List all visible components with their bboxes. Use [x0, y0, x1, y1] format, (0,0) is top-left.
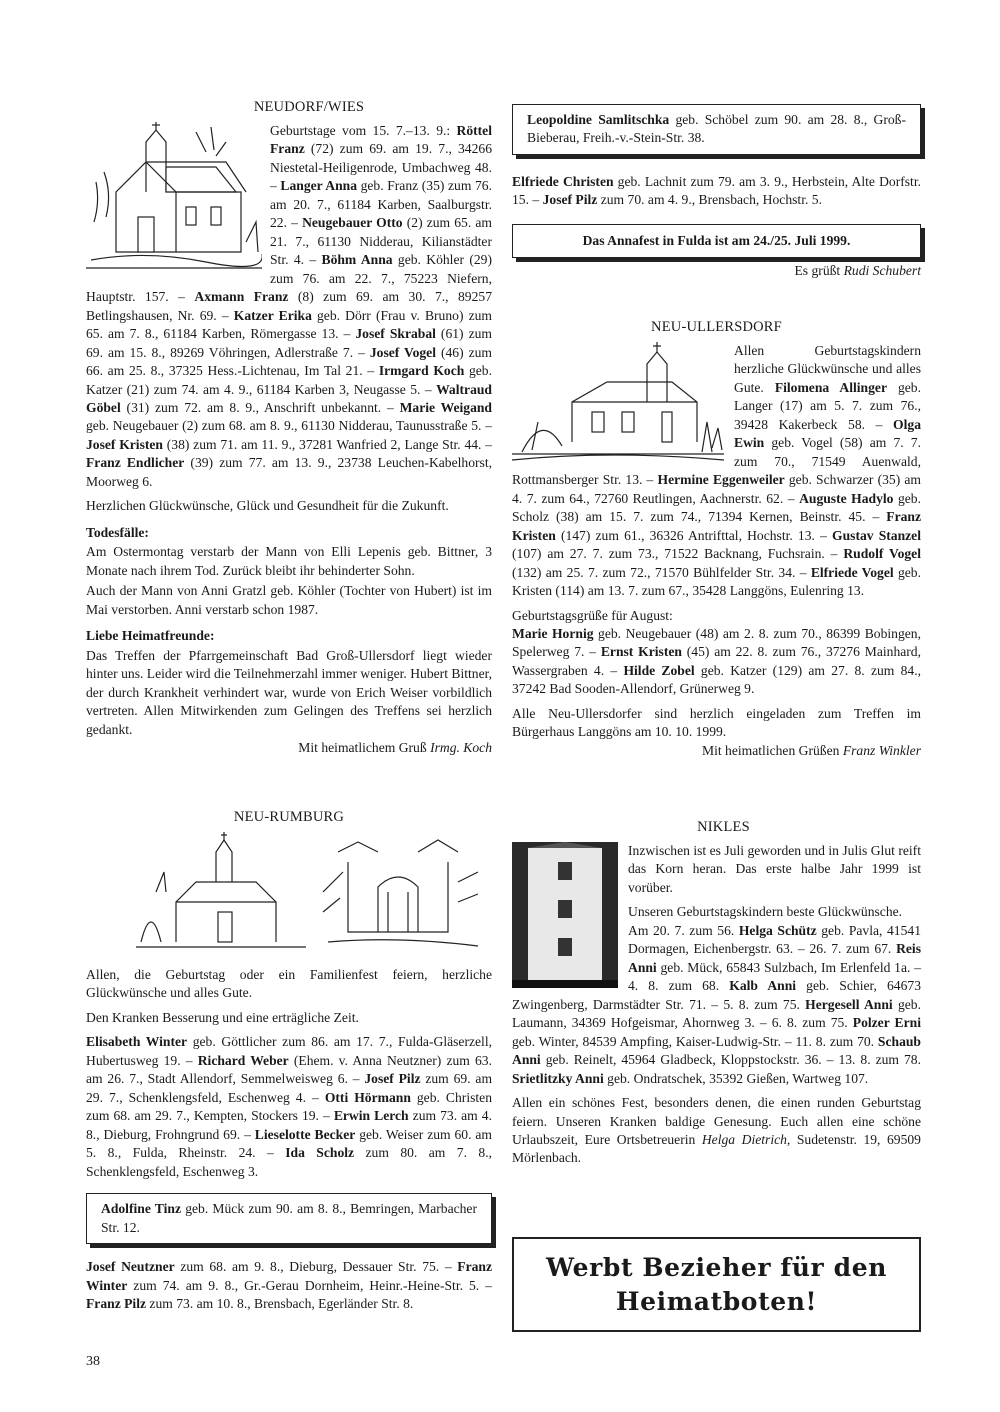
signature-name: Rudi Schubert — [843, 263, 921, 279]
person-name: Ida Scholz — [285, 1145, 355, 1161]
person-name: Lieselotte Becker — [254, 1126, 356, 1142]
rumburg-birthdays: Elisabeth Winter geb. Göttlicher zum 86. am 17. 7., Fulda-Gläserzell, Hubertusweg 19. – Richard Weber (Ehem. v. Anna Neutzner) zum 63. am 26. 7., Stadt Allendorf, Semmelweisweg 6. – Josef Pilz zum 69. am 29. 7., Schenklengsfeld, Eschenweg 4. – Otti Hörmann geb. Christen zum 68. am 29. 7., Kempten, Stockers 19. – Erwin Lerch zum 73. am 4. 8., Dieburg, Frohngrund 69. – Lieselotte Becker geb. Weiser zum 60. am 5. 8., Fulda, Rheinstr. 24. – Ida Scholz zum 80. am 7. 8., Schenklengsfeld, Eschenweg 3. — [86, 1034, 493, 1179]
rumburg-birthdays-2: Josef Neutzner zum 68. am 9. 8., Dieburg, Dessauer Str. 75. – Franz Winter zum 74. am 9. 8., Gr.-Gerau Dornheim, Heinr.-Heine-Str. 5. – Franz Pilz zum 73. am 10. 8., Brensbach, Egerländer Str. 8. — [86, 1259, 492, 1311]
person-name: Otti Hörmann — [324, 1089, 411, 1105]
person-name: Franz Pilz — [86, 1295, 147, 1311]
person-name: Olga Ewin — [734, 416, 921, 451]
neudorf-wishes: Herzlichen Glückwünsche, Glück und Gesundheit für die Zukunft. — [86, 498, 449, 514]
signature-name: Irmg. Koch — [430, 740, 492, 756]
section-top-right — [512, 104, 921, 281]
august-heading: Geburtstagsgrüße für August: — [512, 607, 673, 623]
page-number: 38 — [86, 1354, 100, 1369]
person-name: Leopoldine Samlitschka — [527, 112, 670, 127]
ullersdorf-birthdays: Allen Geburtstagskindern herzliche Glückwünsche und alles Gute. Filomena Allinger geb. Langer (17) am 5. 7. zum 76., 39428 Kakerbeck 58. – Olga Ewin geb. Vogel (58) am 7. 7. zum 70., 71549 Auenwald, Rottmansberger Str. 13. – Hermine Eggenweiler geb. Schwarzer (35) am 4. 7. zum 64., 72760 Reutlingen, Aachnerstr. 62. – Auguste Hadylo geb. Scholz (38) am 15. 7. zum 74., 71394 Kernen, Beinstr. 45. – Franz Kristen (147) zum 61., 36326 Antrifttal, Hochstr. 13. – Gustav Stanzel (107) am 27. 7. zum 73., 71522 Backnang, Fuchsrain. – Rudolf Vogel (132) am 25. 7. zum 72., 71570 Bühlfelder Str. 34. – Elfriede Vogel geb. Kristen (114) am 13. 7. zum 67., 35428 Langgöns, Eulenring 13. — [512, 342, 921, 599]
ullersdorf-church-image — [512, 342, 724, 464]
person-name: Richard Weber — [197, 1052, 289, 1068]
rumburg-intro: Allen, die Geburtstag oder ein Familienfest feiern, herzliche Glückwünsche und alles Gute. — [86, 966, 492, 1001]
signature-name: Helga Dietrich, — [701, 1131, 791, 1147]
person-name: Ernst Kristen — [600, 644, 682, 660]
person-name: Josef Pilz — [364, 1071, 421, 1087]
person-name: Marie Hornig — [512, 625, 594, 641]
person-name: Elfriede Vogel — [810, 564, 894, 580]
winkler-signature: Mit heimatlichen Grüßen Franz Winkler — [702, 742, 921, 758]
rumburg-sick-wishes: Den Kranken Besserung und eine erträgliche Zeit. — [86, 1009, 359, 1025]
church-drawing — [512, 342, 724, 460]
person-name: Rudolf Vogel — [843, 546, 921, 562]
person-name: Josef Kristen — [86, 436, 163, 452]
friends-heading: Liebe Heimatfreunde: — [86, 628, 215, 644]
person-name: Hergesell Anni — [805, 996, 893, 1012]
advertisement-box — [512, 1237, 921, 1332]
person-name: Katzer Erika — [233, 307, 312, 323]
person-name: Filomena Allinger — [774, 379, 887, 395]
signature-name: Franz Winkler — [842, 742, 921, 758]
birthday-entries: Elfriede Christen geb. Lachnit zum 79. am 3. 9., Herbstein, Alte Dorfstr. 15. – Josef Pilz zum 70. am 4. 9., Brensbach, Hochstr. 5. — [512, 173, 921, 208]
neudorf-heading: NEUDORF/WIES — [253, 99, 365, 115]
person-name: Gustav Stanzel — [832, 527, 921, 543]
person-name: Waltraud Göbel — [86, 381, 492, 415]
person-name: Josef Skrabal — [355, 326, 436, 342]
nikles-heading: NIKLES — [697, 819, 750, 835]
august-birthdays: Marie Hornig geb. Neugebauer (48) am 2. 8. zum 70., 86399 Bobingen, Spelerweg 7. – Ernst Kristen (45) am 22. 8. zum 76., 37276 Mainhard, Wassergraben 4. – Hilde Zobel geb. Katzer (129) am 27. 8. zum 84., 37242 Bad Sooden-Allendorf, Grünerweg 9. — [512, 625, 922, 697]
death-notice-2: Auch der Mann von Anni Gratzl geb. Köhler (Tochter von Hubert) ist im Mai verstorben. Anni verstarb schon 1987. — [86, 583, 492, 617]
nikles-wishes: Unseren Geburtstagskindern beste Glückwünsche. — [628, 904, 903, 920]
jubilee-box-samlitschka: Leopoldine Samlitschka geb. Schöbel zum 90. am 28. 8., Groß-Bieberau, Freih.-v.-Stein-Str. 38. — [512, 104, 921, 155]
person-name: Franz Winter — [86, 1259, 492, 1293]
person-name: Axmann Franz — [194, 289, 289, 305]
deaths-heading: Todesfälle: — [86, 524, 149, 540]
person-name: Hilde Zobel — [623, 662, 695, 678]
person-name: Elisabeth Winter — [86, 1034, 188, 1050]
tower-photo — [512, 842, 618, 988]
ad-line-1: Werbt Bezieher für den — [545, 1252, 887, 1282]
person-name: Auguste Hadylo — [799, 490, 894, 506]
person-name: Langer Anna — [280, 178, 358, 194]
nikles-intro: Inzwischen ist es Juli geworden und in Julis Glut reift das Korn heran. Das erste halbe Jahr 1999 ist vorüber. — [628, 842, 921, 895]
section-neu-ullersdorf — [512, 318, 921, 760]
annafest-box: Das Annafest in Fulda ist am 24./25. Juli 1999. — [512, 224, 921, 258]
person-name: Helga Schütz — [738, 922, 817, 938]
nikles-birthdays: Am 20. 7. zum 56. Helga Schütz geb. Pavla, 41541 Dormagen, Eichenbergstr. 63. – 26. 7. zum 67. Reis Anni geb. Mück, 65843 Sulzbach, Im Erlenfeld 1a. – 4. 8. zum 68. Kalb Anni geb. Schier, 64673 Zwingenberg, Darmstädter Str. 71. – 5. 8. zum 75. Hergesell Anni geb. Laumann, 34369 Hofgeismar, Ahornweg 3. – 6. 8. zum 75. Polzer Erni geb. Winter, 84539 Ampfing, Kaiser-Ludwig-Str. – 11. 8. zum 70. Schaub Anni geb. Reinelt, 45964 Gladbeck, Kloppstockstr. 36. – 13. 8. zum 78. Srietlitzky Anni geb. Ondratschek, 35392 Gießen, Wartweg 107. — [512, 922, 921, 1086]
rumburg-heading: NEU-RUMBURG — [233, 809, 345, 825]
neudorf-signature: Mit heimatlichem Gruß Irmg. Koch — [298, 740, 492, 756]
person-name: Adolfine Tinz — [101, 1201, 181, 1217]
friends-text: Das Treffen der Pfarrgemeinschaft Bad Groß-Ullersdorf liegt wieder hinter uns. Leider wird die Teilnehmerzahl immer weniger. Hubert Bittner, der durch Krankheit verhindert war, wurde von Erich Weiser vorbildlich vertreten. Allen Mitwirkenden zum Gelingen des Treffens sei herzlich gedankt. — [86, 647, 492, 737]
chapel-drawing — [136, 832, 306, 947]
jubilee-box-tinz: Adolfine Tinz geb. Mück zum 90. am 8. 8., Bemringen, Marbacher Str. 12. — [86, 1193, 492, 1244]
person-name: Irmgard Koch — [378, 363, 465, 379]
person-name: Polzer Erni — [852, 1015, 921, 1031]
rudi-signature: Es grüßt Rudi Schubert — [794, 263, 921, 279]
church-drawing — [86, 122, 262, 268]
person-name: Marie Weigand — [399, 399, 492, 415]
person-name: Schaub Anni — [512, 1033, 921, 1068]
section-neudorf — [86, 98, 492, 758]
castle-drawing — [323, 840, 478, 946]
nikles-closing: Allen ein schönes Fest, besonders denen, die einen runden Geburtstag feiern. Unseren Kranken baldige Genesung. Euch allen eine schöne Urlaubszeit, Eure Ortsbetreuerin Helga Dietrich, Sudetenstr. 19, 69509 Mörlenbach. — [512, 1095, 921, 1166]
person-name: Neugebauer Otto — [302, 215, 403, 231]
person-name: Elfriede Christen — [512, 173, 614, 189]
ullersdorf-invite: Alle Neu-Ullersdorfer sind herzlich eingeladen zum Treffen im Bürgerhaus Langgöns am 10. 10. 1999. — [512, 705, 921, 740]
nikles-tower-image — [512, 842, 618, 988]
section-neu-rumburg — [86, 808, 492, 1319]
person-name: Franz Kristen — [512, 509, 921, 543]
person-name: Srietlitzky Anni — [512, 1070, 604, 1086]
person-name: Josef Pilz — [542, 192, 598, 208]
ad-line-2: Heimatboten! — [615, 1286, 818, 1316]
neudorf-birthdays: Geburtstage vom 15. 7.–13. 9.: Röttel Franz (72) zum 69. am 19. 7., 34266 Niestetal-Heiligenrode, Umbachweg 48. – Langer Anna geb. Franz (35) zum 76. am 20. 7., 61184 Karben, Saalburgstr. 22. – Neugebauer Otto (2) zum 65. am 21. 7., 61130 Nidderau, Kilianstädter Str. 4. – Böhm Anna geb. Köhler (29) zum 76. am 22. 7., 75223 Niefern, Hauptstr. 157. – Axmann Franz (8) zum 69. am 30. 7., 89257 Betlingshausen, Nr. 69. – Katzer Erika geb. Dörr (Frau v. Bruno) zum 65. am 7. 8., 61184 Karben, Römergasse 13. – Josef Skrabal (61) zum 69. am 15. 8., 89269 Vöhringen, Adlerstraße 7. – Josef Vogel (46) zum 66. am 25. 8., 37325 Hess.-Lichtenau, Im Tal 21. – Irmgard Koch geb. Katzer (21) zum 74. am 4. 9., 61184 Karben 3, Neugasse 5. – Waltraud Göbel (31) zum 72. am 8. 9., Anschrift unbekannt. – Marie Weigand geb. Neugebauer (2) zum 68. am 8. 9., 61130 Nidderau, Taunusstraße 5. – Josef Kristen (38) zum 71. am 11. 9., 37281 Wanfried 2, Lange Str. 44. – Franz Endlicher (39) zum 77. am 13. 9., 23738 Leuchen-Kabelhorst, Moorweg 6. — [86, 122, 492, 489]
person-name: Erwin Lerch — [333, 1108, 409, 1124]
death-notice-1: Am Ostermontag verstarb der Mann von Elli Lepenis geb. Bittner, 3 Monate nach ihrem Tod. Zurück bleibt ihr behinderter Sohn. — [86, 544, 492, 578]
section-nikles — [512, 818, 921, 1174]
rumburg-images — [86, 832, 492, 960]
neudorf-church-image — [86, 122, 262, 272]
person-name: Röttel Franz — [270, 122, 492, 157]
ullersdorf-heading: NEU-ULLERSDORF — [651, 319, 782, 335]
person-name: Reis Anni — [628, 941, 921, 975]
person-name: Franz Endlicher — [86, 455, 185, 471]
person-name: Böhm Anna — [321, 252, 393, 268]
person-name: Josef Vogel — [369, 344, 436, 360]
person-name: Josef Neutzner — [86, 1259, 175, 1275]
person-name: Kalb Anni — [729, 978, 797, 994]
person-name: Hermine Eggenweiler — [657, 472, 785, 488]
